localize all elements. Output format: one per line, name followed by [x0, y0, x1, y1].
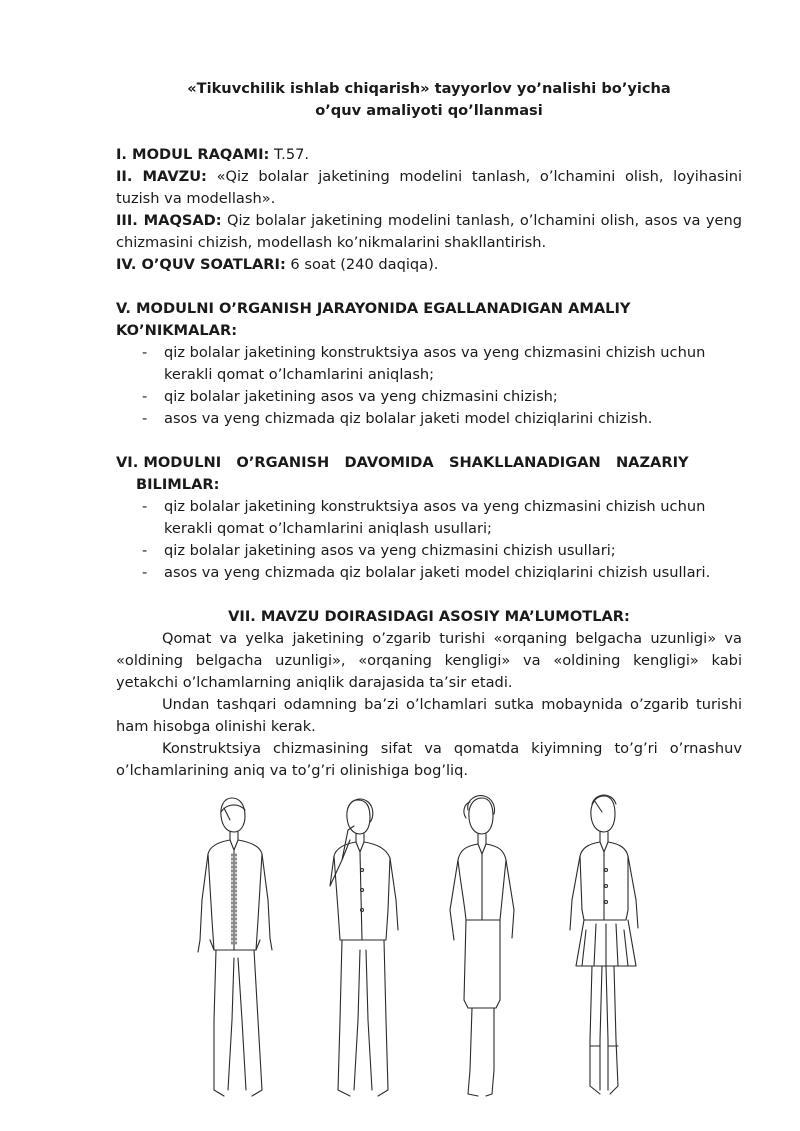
- skills-heading-line-1: V. MODULNI O’RGANISH JARAYONIDA EGALLANADIGAN AMALIY: [116, 300, 631, 317]
- info-paragraph: Qomat va yelka jaketining o’zgarib turishi «orqaning belgacha uzunligi» va «oldining belgacha uzunligi», «orqaning kengligi» va «oldining kengligi» kabi yetakchi o’lchamlarning aniqlik darajasida ta’sir etadi.: [116, 630, 742, 691]
- skills-list: [116, 342, 742, 430]
- dash-marker: -: [142, 388, 148, 405]
- maqsad-label: III. MAQSAD:: [116, 212, 222, 229]
- figure-jacket-trousers-icon: [190, 790, 300, 1110]
- dash-marker: -: [142, 410, 148, 427]
- knowledge-list: [116, 496, 742, 584]
- mavzu-label: II. MAVZU:: [116, 168, 207, 185]
- dash-marker: -: [142, 542, 148, 559]
- fashion-illustrations: [190, 790, 660, 1110]
- knowledge-heading-line-2: BILIMLAR:: [136, 476, 220, 493]
- dash-marker: -: [142, 498, 148, 515]
- info-paragraph: Undan tashqari odamning ba’zi o’lchamlari sutka mobaynida o’zgarib turishi ham hisobga olinishi kerak.: [116, 696, 742, 735]
- list-item: [116, 342, 742, 386]
- mavzu-row: [116, 166, 742, 210]
- mavzu-value: «Qiz bolalar jaketining modelini tanlash, o’lchamini olish, loyihasini tuzish va modellash».: [116, 168, 743, 207]
- maqsad-row: [116, 210, 742, 254]
- skills-heading-line-2: KO’NIKMALAR:: [116, 322, 238, 339]
- list-item: [116, 496, 742, 540]
- knowledge-item-text: asos va yeng chizmada qiz bolalar jaketi model chiziqlarini chizish usullari.: [164, 564, 711, 581]
- info-heading: VII. MAVZU DOIRASIDAGI ASOSIY MA’LUMOTLAR:: [228, 608, 630, 625]
- title-line-1: «Tikuvchilik ishlab chiqarish» tayyorlov yo’nalishi bo’yicha: [187, 80, 671, 97]
- document-title: [116, 78, 742, 122]
- figure-jacket-pleated-skirt-icon: [550, 790, 660, 1110]
- figure-jacket-hand-raised-icon: [310, 790, 420, 1110]
- knowledge-item-text: qiz bolalar jaketining konstruktsiya asos va yeng chizmasini chizish uchun kerakli qomat o’lchamlarini aniqlash usullari;: [164, 498, 706, 537]
- figure-jacket-pencil-skirt-icon: [430, 790, 540, 1110]
- soat-label: IV. O’QUV SOATLARI:: [116, 256, 286, 273]
- dash-marker: -: [142, 564, 148, 581]
- modul-label: I. MODUL RAQAMI:: [116, 146, 270, 163]
- dash-marker: -: [142, 344, 148, 361]
- soat-value: 6 soat (240 daqiqa).: [285, 256, 439, 273]
- list-item: [116, 386, 742, 408]
- skills-heading: [116, 298, 742, 342]
- document-page: [116, 78, 742, 782]
- skills-item-text: qiz bolalar jaketining asos va yeng chizmasini chizish;: [164, 388, 558, 405]
- skills-item-text: asos va yeng chizmada qiz bolalar jaketi model chiziqlarini chizish.: [164, 410, 653, 427]
- knowledge-item-text: qiz bolalar jaketining asos va yeng chizmasini chizish usullari;: [164, 542, 616, 559]
- info-paragraph: Konstruktsiya chizmasining sifat va qomatda kiyimning to’g’ri o’rnashuv o’lchamlarining aniq va to’g’ri olinishiga bog’liq.: [116, 740, 742, 779]
- list-item: [116, 562, 742, 584]
- maqsad-value: Qiz bolalar jaketining modelini tanlash, o’lchamini olish, asos va yeng chizmasini chizish, modellash ko’nikmalarini shakllantirish.: [116, 212, 742, 251]
- modul-row: [116, 144, 742, 166]
- list-item: [116, 408, 742, 430]
- modul-value: T.57.: [269, 146, 310, 163]
- soat-row: [116, 254, 742, 276]
- skills-item-text: qiz bolalar jaketining konstruktsiya asos va yeng chizmasini chizish uchun kerakli qomat o’lchamlarini aniqlash;: [164, 344, 706, 383]
- title-line-2: o’quv amaliyoti qo’llanmasi: [315, 102, 543, 119]
- knowledge-heading-line-1: VI. MODULNI O’RGANISH DAVOMIDA SHAKLLANADIGAN NAZARIY: [116, 454, 689, 471]
- knowledge-heading: [116, 452, 742, 496]
- list-item: [116, 540, 742, 562]
